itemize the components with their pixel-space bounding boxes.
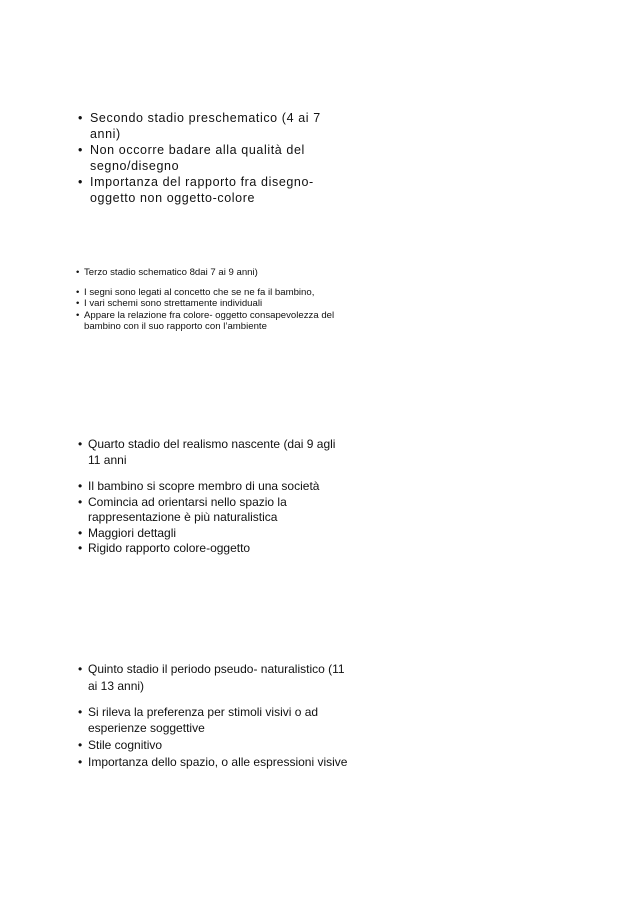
list-item-text: Terzo stadio schematico 8dai 7 ai 9 anni) (84, 267, 258, 278)
slide-4-bullet-list (78, 661, 348, 771)
list-item-text: Non occorre badare alla qualità del segno/disegno (90, 143, 305, 173)
list-item (78, 495, 348, 526)
list-item-text: Quinto stadio il periodo pseudo- naturalistico (11 ai 13 anni) (88, 662, 345, 693)
bullet-icon: • (76, 287, 80, 299)
bullet-icon: • (78, 754, 83, 769)
list-item-text: Importanza dello spazio, o alle espressioni visive (88, 754, 348, 769)
list-item (77, 310, 337, 332)
list-item-text: Si rileva la preferenza per stimoli visivi o ad esperienze soggettive (88, 704, 319, 736)
list-item-text: Comincia ad orientarsi nello spazio la rappresentazione è più naturalistica (88, 494, 287, 524)
list-item-text: Stile cognitivo (88, 738, 163, 753)
list-item (80, 142, 340, 174)
list-item (78, 541, 348, 557)
bullet-icon: • (76, 298, 80, 310)
list-item (77, 298, 337, 309)
list-item-heading (78, 437, 348, 468)
bullet-icon: • (78, 662, 83, 676)
bullet-icon: • (78, 525, 83, 540)
bullet-icon: • (76, 267, 80, 278)
list-item (78, 526, 348, 542)
bullet-icon: • (78, 738, 83, 753)
slide-1-bullet-list (80, 110, 340, 206)
bullet-icon: • (76, 309, 80, 321)
bullet-icon: • (78, 479, 83, 493)
list-item-text: I vari schemi sono strettamente individuali (84, 298, 263, 310)
slide-2-bullet-list (77, 267, 337, 332)
list-item-text: Quarto stadio del realismo nascente (dai 9 agli 11 anni (88, 437, 336, 467)
list-item-heading (77, 267, 337, 278)
bullet-icon: • (78, 111, 83, 125)
bullet-icon: • (78, 704, 83, 719)
list-item (78, 704, 348, 738)
bullet-icon: • (78, 143, 83, 157)
bullet-icon: • (78, 541, 83, 555)
list-item-text: Secondo stadio preschematico (4 ai 7 anni) (90, 111, 321, 141)
list-item (80, 174, 340, 206)
bullet-icon: • (78, 494, 83, 509)
list-item-text: Il bambino si scopre membro di una società (88, 479, 320, 493)
list-item-text: Maggiori dettagli (88, 525, 177, 540)
list-item (77, 287, 337, 298)
bullet-icon: • (78, 437, 83, 451)
list-item-text: I segni sono legati al concetto che se ne fa il bambino, (84, 287, 315, 299)
list-item (80, 110, 340, 142)
bullet-icon: • (78, 175, 83, 189)
list-item (78, 754, 348, 771)
list-item-text: Appare la relazione fra colore- oggetto consapevolezza del bambino con il suo rapporto con l’ambiente (84, 309, 335, 332)
slide-3-bullet-list (78, 437, 348, 557)
list-item-text: Rigido rapporto colore-oggetto (88, 541, 251, 555)
list-item (78, 737, 348, 754)
list-item-text: Importanza del rapporto fra disegno- oggetto non oggetto-colore (90, 175, 314, 205)
list-item-heading (78, 661, 348, 695)
list-item (78, 479, 348, 495)
